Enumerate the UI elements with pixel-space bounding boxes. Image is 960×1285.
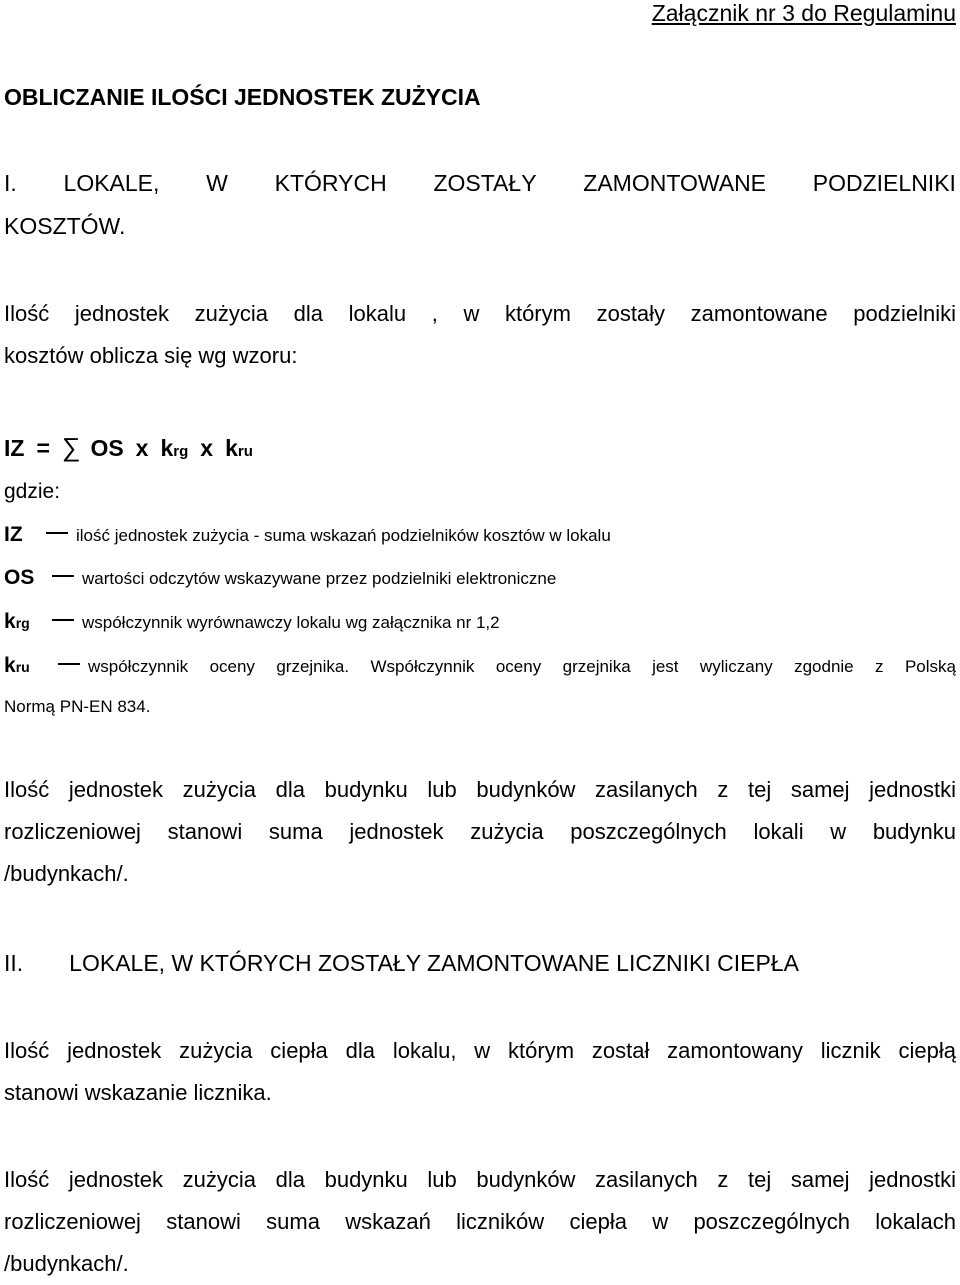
paragraph-line: rozliczeniowej stanowi suma wskazań liczników ciepła w poszczególnych lokalach: [4, 1209, 956, 1234]
paragraph-line: rozliczeniowej stanowi suma jednostek zużycia poszczególnych lokali w budynku: [4, 819, 956, 844]
term-description: współczynnik oceny grzejnika. Współczynnik oceny grzejnika jest wyliczany zgodnie z Polską: [88, 657, 956, 676]
section-2-heading: [4, 950, 799, 977]
formula-os: OS: [90, 435, 124, 461]
dash-separator: [46, 532, 68, 534]
heading-word: ZAMONTOWANE: [583, 170, 767, 196]
term-symbol-text: k: [4, 654, 16, 677]
heading-word: KTÓRYCH: [274, 170, 387, 196]
document-title: OBLICZANIE ILOŚCI JEDNOSTEK ZUŻYCIA: [4, 84, 481, 110]
term-description: współczynnik wyrównawczy lokalu wg załącznika nr 1,2: [82, 613, 500, 632]
term-definition-kru: [4, 654, 956, 678]
section-1-heading: [4, 170, 956, 197]
heading-word: PODZIELNIKI: [812, 170, 956, 196]
term-symbol: [4, 523, 38, 547]
where-label: gdzie:: [4, 480, 61, 503]
formula-times: x: [200, 435, 214, 461]
term-symbol-text: OS: [4, 566, 35, 589]
attachment-note: Załącznik nr 3 do Regulaminu: [651, 0, 956, 26]
term-description: ilość jednostek zużycia - suma wskazań podzielników kosztów w lokalu: [76, 526, 611, 545]
formula-equals: =: [36, 435, 50, 461]
section-2-numeral: II.: [4, 950, 24, 976]
section-2-paragraph-2: [4, 1159, 956, 1285]
sigma-icon: ∑: [61, 432, 81, 462]
dash-separator: [52, 575, 74, 577]
heading-word: ZOSTAŁY: [433, 170, 537, 196]
formula-subscript: ru: [237, 443, 253, 460]
term-definition-iz: [4, 523, 611, 547]
term-symbol: [4, 610, 44, 634]
section-1-heading-continued: KOSZTÓW.: [4, 213, 126, 239]
paragraph-line: /budynkach/.: [4, 1251, 129, 1276]
paragraph-line: kosztów oblicza się wg wzoru:: [4, 343, 298, 368]
formula-lhs: IZ: [4, 435, 25, 461]
paragraph-line: /budynkach/.: [4, 861, 129, 886]
formula-subscript: rg: [173, 443, 189, 460]
paragraph-line: Ilość jednostek zużycia ciepła dla lokalu, w którym został zamontowany licznik ciepłą: [4, 1038, 956, 1063]
formula-k-ru: [225, 435, 253, 462]
formula-k-rg: [160, 435, 188, 462]
formula-k: k: [225, 435, 238, 461]
dash-separator: [52, 619, 74, 621]
term-description-continued: Normą PN-EN 834.: [4, 697, 151, 716]
formula-times: x: [135, 435, 149, 461]
term-subscript: rg: [15, 615, 30, 631]
paragraph-line: Ilość jednostek zużycia dla budynku lub budynków zasilanych z tej samej jednostki: [4, 1167, 956, 1192]
term-definition-krg: [4, 610, 500, 634]
section-1-intro-paragraph: [4, 293, 956, 377]
term-symbol-text: k: [4, 610, 16, 633]
consumption-formula: [4, 432, 253, 463]
term-definition-os: [4, 566, 556, 590]
paragraph-line: stanowi wskazanie licznika.: [4, 1080, 272, 1105]
section-2-paragraph-1: [4, 1030, 956, 1114]
section-1-building-paragraph: [4, 769, 956, 895]
term-subscript: ru: [15, 659, 30, 675]
dash-separator: [58, 663, 80, 665]
term-symbol: [4, 566, 44, 590]
heading-word: LOKALE,: [63, 170, 160, 196]
paragraph-line: Ilość jednostek zużycia dla budynku lub budynków zasilanych z tej samej jednostki: [4, 777, 956, 802]
term-description: wartości odczytów wskazywane przez podzielniki elektroniczne: [82, 569, 557, 588]
paragraph-line: Ilość jednostek zużycia dla lokalu , w którym zostały zamontowane podzielniki: [4, 301, 956, 326]
section-2-heading-text: LOKALE, W KTÓRYCH ZOSTAŁY ZAMONTOWANE LICZNIKI CIEPŁA: [69, 950, 799, 976]
heading-word: W: [206, 170, 228, 196]
term-symbol-text: IZ: [4, 523, 23, 546]
term-symbol: [4, 654, 46, 678]
section-1-numeral: I.: [4, 170, 17, 196]
formula-k: k: [160, 435, 174, 461]
